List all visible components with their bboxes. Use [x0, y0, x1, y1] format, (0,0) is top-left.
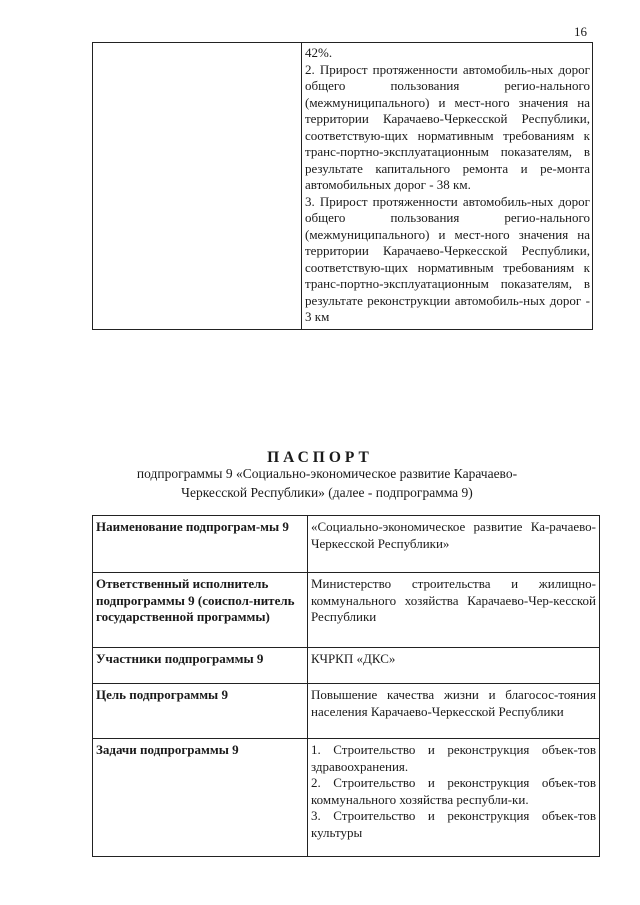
- row-label-tasks: Задачи подпрограммы 9: [93, 739, 308, 857]
- empty-cell: [93, 43, 302, 330]
- table-row: [93, 684, 600, 739]
- row-value-tasks: [308, 739, 600, 857]
- table-row: [93, 739, 600, 857]
- row-label-responsible: Ответственный исполнитель подпрограммы 9 (соиспол-нитель государственной программы): [93, 573, 308, 648]
- row-value-responsible: [308, 573, 600, 648]
- page-number: 16: [574, 24, 587, 39]
- value-line: Министерство строительства и жилищно-коммунального хозяйства Карачаево-Чер-кесской Республики: [311, 576, 596, 624]
- row-label-participants: Участники подпрограммы 9: [93, 648, 308, 684]
- passport-table: [92, 515, 600, 857]
- continued-table: [92, 42, 593, 330]
- table-row: [93, 43, 593, 330]
- value-line: «Социально-экономическое развитие Ка-рачаево-Черкесской Республики»: [311, 519, 596, 551]
- value-line: 2. Строительство и реконструкция объек-тов коммунального хозяйства республи-ки.: [311, 775, 596, 807]
- value-line: КЧРКП «ДКС»: [311, 651, 396, 666]
- row-value-name: [308, 516, 600, 573]
- row-value-goal: [308, 684, 600, 739]
- table-row: [93, 648, 600, 684]
- value-line: 1. Строительство и реконструкция объек-тов здравоохранения.: [311, 742, 596, 774]
- value-line: 3. Строительство и реконструкция объек-тов культуры: [311, 808, 596, 840]
- value-line: Повышение качества жизни и благосос-тояния населения Карачаево-Черкесской Республики: [311, 687, 596, 719]
- continued-text-cell: 42%. 2. Прирост протяженности автомобиль-ных дорог общего пользования регио-нального (межмуниципального) и мест-ного значения на территории Карачаево-Черкесской Республики, соответствую-щих нормативным требованиям к транс-портно-эксплуатационным показателям, в результате капитального ремонта и ре-монта автомобильных дорог - 38 км. 3. Прирост протяженности автомобиль-ных дорог общего пользования регио-нального (межмуниципального) и мест-ного значения на территории Карачаево-Черкесской Республики, соответствую-щих нормативным требованиям к транс-портно-эксплуатационным показателям, в результате реконструкции автомобиль-ных дорог - 3 км: [302, 43, 593, 330]
- row-label-name: Наименование подпрограм-мы 9: [93, 516, 308, 573]
- passport-subtitle: подпрограммы 9 «Социально-экономическое развитие Карачаево-Черкесской Республики» (далее - подпрограмма 9): [136, 466, 518, 500]
- table-row: [93, 573, 600, 648]
- passport-title: ПАСПОРТ: [267, 449, 373, 466]
- row-label-goal: Цель подпрограммы 9: [93, 684, 308, 739]
- table-row: [93, 516, 600, 573]
- row-value-participants: [308, 648, 600, 684]
